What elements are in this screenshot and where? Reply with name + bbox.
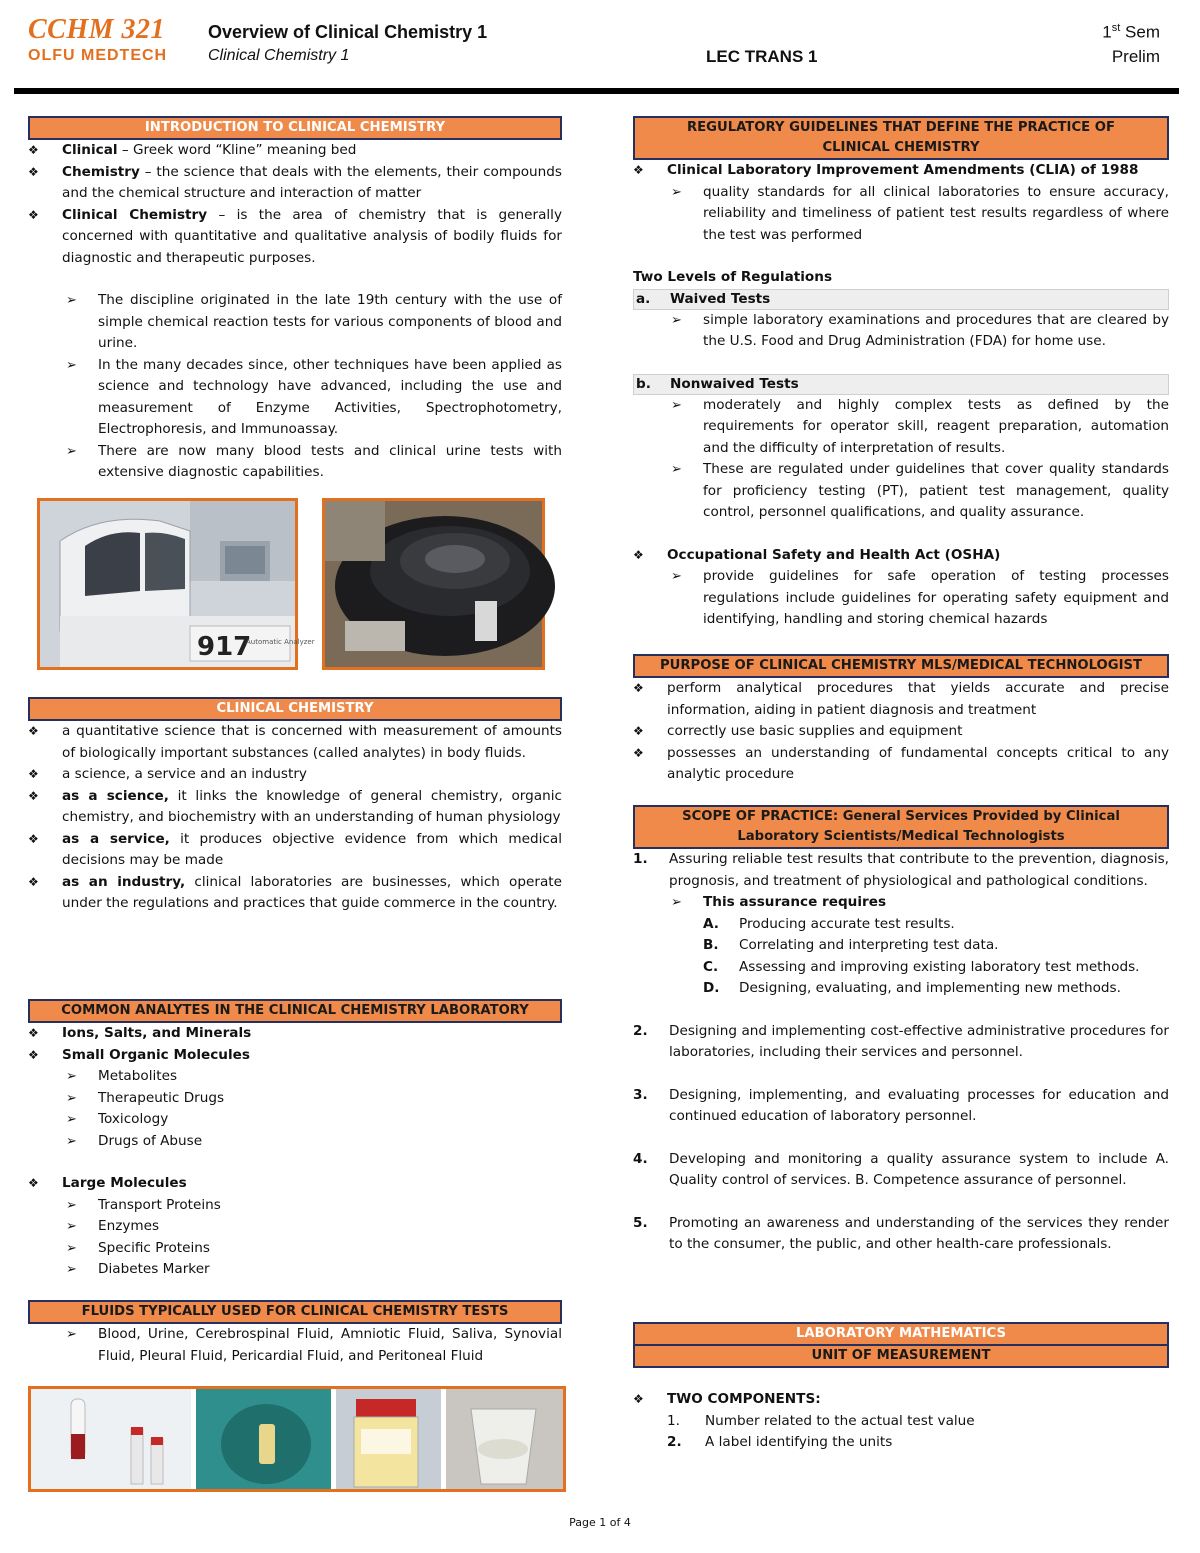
intro-point-3: ➢ There are now many blood tests and clinical urine tests with extensive diagnostic capabilities. [28,441,562,484]
small-item: ➢ Metabolites [28,1066,562,1088]
bullet-clinical-chemistry: ❖ Clinical Chemistry – is the area of chemistry that is generally concerned with quantitative and qualitative analysis of bodily fluids for diagnostic and therapeutic purposes. [28,205,562,270]
cc-bullet-2: ❖ a science, a service and an industry [28,764,562,786]
purpose-section [633,654,1169,786]
fluids-heading: FLUIDS TYPICALLY USED FOR CLINICAL CHEMISTRY TESTS [28,1300,562,1324]
purpose-item: ❖ correctly use basic supplies and equipment [633,721,1169,743]
term: Prelim [1111,47,1160,66]
analyte-small: ❖ Small Organic Molecules [28,1045,562,1067]
page-footer: Page 1 of 4 [569,1516,631,1529]
waived-tests-label: a. Waived Tests [633,289,1169,310]
scope-item-4: 4. Developing and monitoring a quality assurance system to include A. Quality control of services. B. Competence assurance of personnel. [633,1150,1169,1188]
cc-bullet-1: ❖ a quantitative science that is concerned with measurement of amounts of biologically important substances (called analytes) in body fluids. [28,721,562,764]
cc-bullet-5: ❖ as an industry, clinical laboratories are businesses, which operate under the regulations and practices that guide commerce in the country. [28,872,562,915]
bullet-clinical: ❖ Clinical – Greek word “Kline” meaning bed [28,140,562,162]
purpose-item: ❖ perform analytical procedures that yields accurate and precise information, aiding in patient diagnosis and treatment [633,678,1169,721]
cc-bullet-4: ❖ as a service, it produces objective evidence from which medical decisions may be made [28,829,562,872]
regulatory-section [633,116,1169,631]
analyzer-model: 917 [197,632,252,662]
scope-item-2: 2. Designing and implementing cost-effective administrative procedures for laboratories, including their services and personnel. [633,1022,1169,1060]
large-item: ➢ Specific Proteins [28,1238,562,1260]
scope-sub-item: A. Producing accurate test results. [703,915,955,932]
large-item: ➢ Diabetes Marker [28,1259,562,1281]
component-1: 1. Number related to the actual test value [667,1412,975,1429]
intro-point-1: ➢ The discipline originated in the late 19th century with the use of simple chemical reaction tests for various components of blood and urine. [28,290,562,355]
rotor-photo [322,498,545,670]
scope-item-5: 5. Promoting an awareness and understanding of the services they render to the consumer, the public, and other health-care professionals. [633,1214,1169,1252]
analytes-heading: COMMON ANALYTES IN THE CLINICAL CHEMISTRY LABORATORY [28,999,562,1023]
clinical-chem-heading: CLINICAL CHEMISTRY [28,697,562,721]
analyte-large: ❖ Large Molecules [28,1173,562,1195]
fluids-list: ➢ Blood, Urine, Cerebrospinal Fluid, Amniotic Fluid, Saliva, Synovial Fluid, Pleural Fluid, Pericardial Fluid, and Peritoneal Fluid [28,1324,562,1367]
analyzer-photo [37,498,315,670]
small-item: ➢ Therapeutic Drugs [28,1088,562,1110]
nonwaived-desc-1: ➢ moderately and highly complex tests as defined by the requirements for operator skill, reagent preparation, automation and the difficulty of interpretation of results. [633,395,1169,460]
doc-subtitle: Clinical Chemistry 1 [208,47,350,64]
component-2: 2. A label identifying the units [667,1434,893,1450]
two-components: ❖ TWO COMPONENTS: [633,1389,1169,1411]
scope-section [633,805,1169,1256]
large-item: ➢ Enzymes [28,1216,562,1238]
analyzer-illustration [40,501,315,667]
scope-sub-item: C. Assessing and improving existing laboratory test methods. [703,958,1140,975]
lab-math-heading: LABORATORY MATHEMATICS [633,1322,1169,1346]
large-item: ➢ Transport Proteins [28,1195,562,1217]
small-item: ➢ Toxicology [28,1109,562,1131]
semester: 1st Sem [1102,22,1160,42]
levels-title: Two Levels of Regulations [633,269,833,285]
school-name: OLFU MEDTECH [28,47,168,64]
nonwaived-desc-2: ➢ These are regulated under guidelines that cover quality standards for proficiency testing (PT), patient test management, quality control, personnel qualifications, and quality assurance. [633,459,1169,524]
analyzer-caption: Automatic Analyzer [246,638,315,646]
unit-measurement-heading: UNIT OF MEASUREMENT [633,1346,1169,1368]
analyte-ions: ❖ Ions, Salts, and Minerals [28,1023,562,1045]
nonwaived-tests-label: b. Nonwaived Tests [633,374,1169,395]
waived-desc: ➢ simple laboratory examinations and procedures that are cleared by the U.S. Food and Drug Administration (FDA) for home use. [633,310,1169,353]
intro-heading: INTRODUCTION TO CLINICAL CHEMISTRY [28,116,562,140]
clinical-chem-section [28,697,562,915]
scope-item-3: 3. Designing, implementing, and evaluating processes for education and continued education of laboratory personnel. [633,1086,1169,1124]
intro-section [28,116,562,484]
small-item: ➢ Drugs of Abuse [28,1131,562,1153]
doc-title: Overview of Clinical Chemistry 1 [208,22,488,42]
osha-desc: ➢ provide guidelines for safe operation of testing processes regulations include guidelines for operating safety equipment and identifying, handling and storing chemical hazards [633,566,1169,631]
purpose-item: ❖ possesses an understanding of fundamental concepts critical to any analytic procedure [633,743,1169,786]
trans-label: LEC TRANS 1 [706,47,818,66]
fluids-section [28,1300,562,1367]
regulatory-heading: REGULATORY GUIDELINES THAT DEFINE THE PRACTICE OF CLINICAL CHEMISTRY [633,116,1169,160]
fluids-photo-strip [28,1386,566,1492]
scope-heading: SCOPE OF PRACTICE: General Services Provided by Clinical Laboratory Scientists/Medical Technologists [633,805,1169,849]
lab-math-section [633,1322,1169,1454]
purpose-heading: PURPOSE OF CLINICAL CHEMISTRY MLS/MEDICAL TECHNOLOGIST [633,654,1169,678]
header-rule [14,88,1179,94]
fluids-illustration [31,1389,563,1489]
scope-item-1: 1. Assuring reliable test results that contribute to the prevention, diagnosis, prognosis, and treatment of physiological and pathological conditions. [633,851,1169,889]
clia-bullet: ❖ Clinical Laboratory Improvement Amendments (CLIA) of 1988 [633,160,1169,182]
bullet-chemistry: ❖ Chemistry – the science that deals with the elements, their compounds and the chemical structure and interaction of matter [28,162,562,205]
scope-sub-item: B. Correlating and interpreting test data. [703,937,999,953]
course-code: CCHM 321 [28,14,166,45]
intro-point-2: ➢ In the many decades since, other techniques have been applied as science and technology have advanced, including the use and measurement of Enzyme Activities, Spectrophotometry, Electrophoresis, and Immunoassay. [28,355,562,441]
osha-bullet: ❖ Occupational Safety and Health Act (OSHA) [633,545,1169,567]
clia-desc: ➢ quality standards for all clinical laboratories to ensure accuracy, reliability and timeliness of patient test results regardless of where the test was performed [633,182,1169,247]
scope-sub-item: D. Designing, evaluating, and implementing new methods. [703,980,1121,996]
cc-bullet-3: ❖ as a science, it links the knowledge of general chemistry, organic chemistry, and biochemistry with an understanding of human physiology [28,786,562,829]
analytes-section [28,999,562,1281]
rotor-illustration [325,501,542,667]
scope-requires: ➢ This assurance requires [633,892,1169,914]
